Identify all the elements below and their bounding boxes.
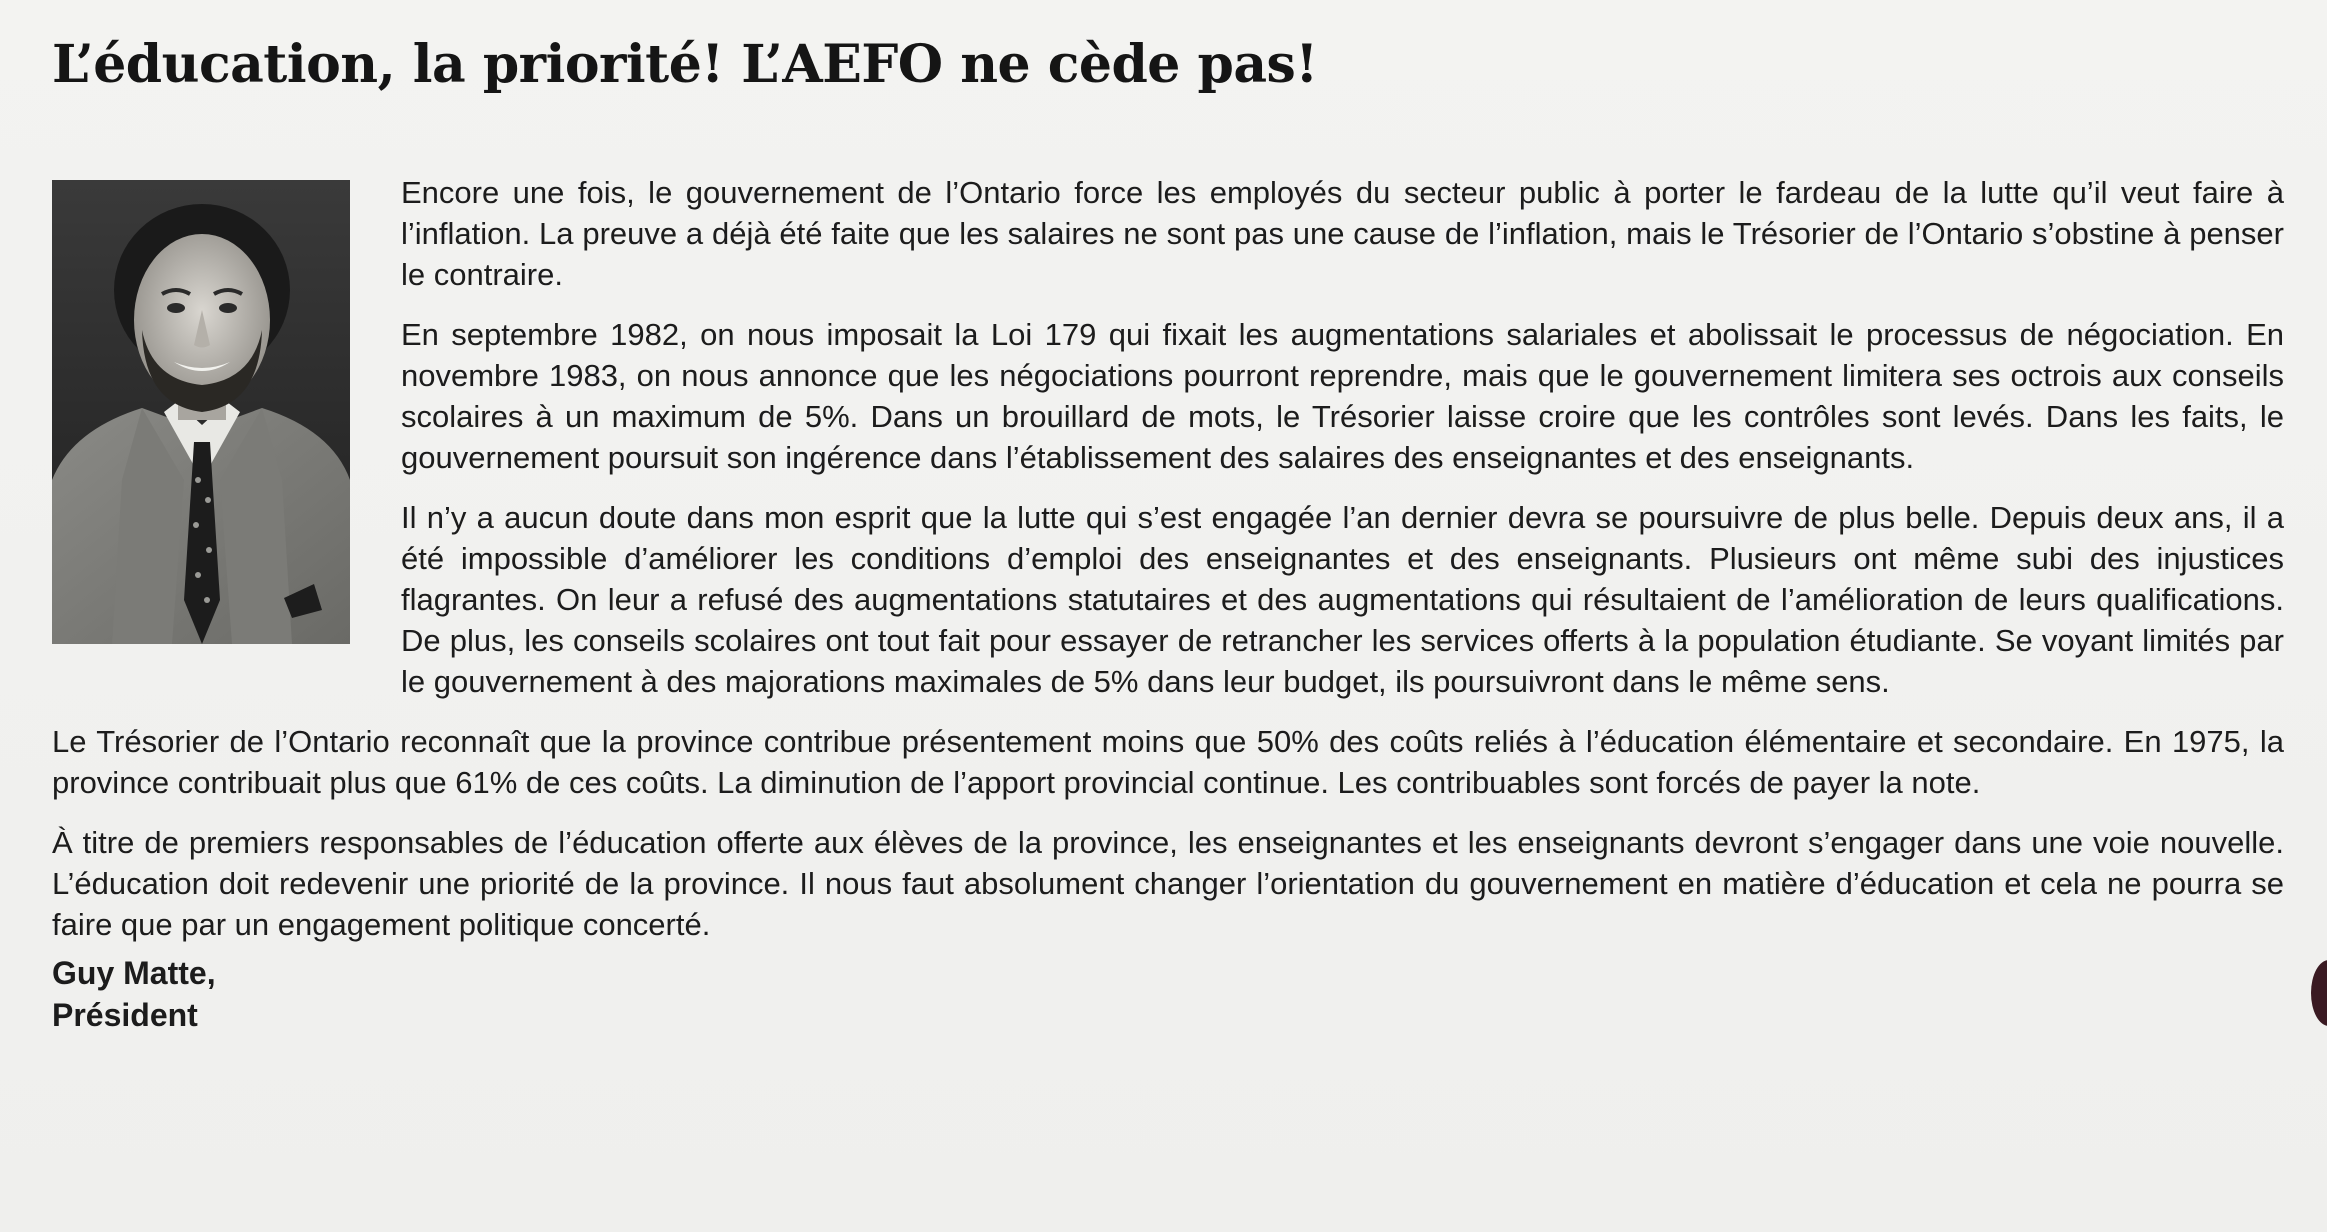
portrait-photo <box>52 180 350 644</box>
paragraph-3: Il n’y a aucun doute dans mon esprit que la lutte qui s’est engagée l’an dernier devra se poursuivre de plus belle. Depuis deux ans, il a été impossible d’améliorer les conditions d’emploi des enseignantes et des enseignants. Plusieurs ont même subi des injustices flagrantes. On leur a refusé des augmentations statutaires et des augmentations qui résultaient de l’amélioration de leurs qualifications. De plus, les conseils scolaires ont tout fait pour essayer de retrancher les services offerts à la population étudiante. Se voyant limités par le gouvernement à des majorations maximales de 5% dans leur budget, ils poursuivront dans le même sens. <box>401 500 2284 699</box>
paragraph-4: Le Trésorier de l’Ontario reconnaît que la province contribue présentement moins que 50% des coûts reliés à l’éducation élémentaire et secondaire. En 1975, la province contribuait plus que 61% de ces coûts. La diminution de l’apport provincial continue. Les contribuables sont forcés de payer la note. <box>52 724 2284 800</box>
signature-name: Guy Matte, <box>52 955 216 991</box>
article-title: L’éducation, la priorité! L’AEFO ne cède pas! <box>52 34 1318 95</box>
paragraph-5: À titre de premiers responsables de l’éducation offerte aux élèves de la province, les enseignantes et les enseignants devront s’engager dans une voie nouvelle. L’éducation doit redevenir une priorité de la province. Il nous faut absolument changer l’orientation du gouvernement en matière d’éducation et cela ne pourra se faire que par un engagement politique concerté. <box>52 825 2284 942</box>
article-body <box>52 172 2284 1036</box>
signature-role: Président <box>52 997 198 1033</box>
paragraph-2: En septembre 1982, on nous imposait la Loi 179 qui fixait les augmentations salariales et abolissait le processus de négociation. En novembre 1983, on nous annonce que les négociations pourront reprendre, mais que le gouvernement limitera ses octrois aux conseils scolaires à un maximum de 5%. Dans un brouillard de mots, le Trésorier laisse croire que les contrôles sont levés. Dans les faits, le gouvernement poursuit son ingérence dans l’établissement des salaires des enseignantes et des enseignants. <box>401 317 2284 475</box>
paragraph-1: Encore une fois, le gouvernement de l’Ontario force les employés du secteur public à porter le fardeau de la lutte qu’il veut faire à l’inflation. La preuve a déjà été faite que les salaires ne sont pas une cause de l’inflation, mais le Trésorier de l’Ontario s’obstine à penser le contraire. <box>401 175 2284 292</box>
page-edge-mark <box>2311 960 2327 1026</box>
portrait-illustration <box>52 180 350 644</box>
signature-block <box>52 952 2284 1036</box>
